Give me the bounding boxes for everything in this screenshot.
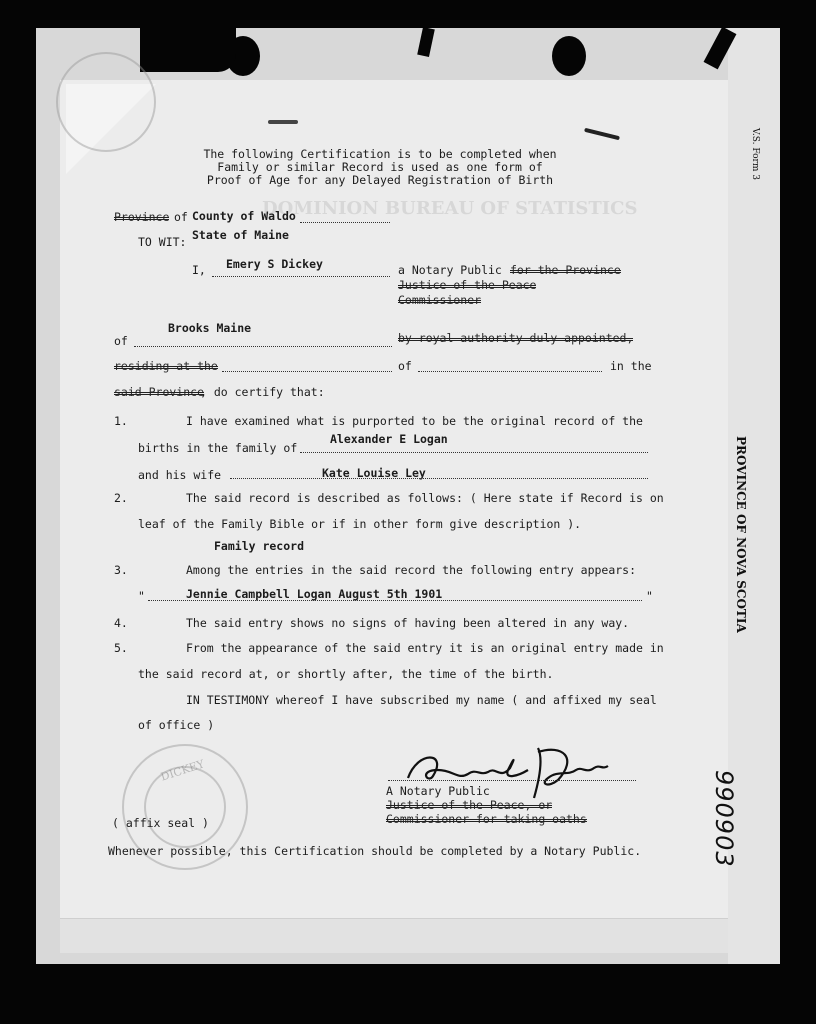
item-3-line-1: Among the entries in the said record the following entry appears:: [186, 563, 637, 577]
notary-name-value: Emery S Dickey: [226, 257, 323, 271]
i-label: I,: [192, 263, 206, 277]
in-the-label: in the: [610, 359, 652, 373]
place-value: Brooks Maine: [168, 321, 252, 335]
item-5-number: 5.: [114, 641, 128, 655]
entry-value: Jennie Campbell Logan August 5th 1901: [186, 587, 443, 601]
struck-justice: Justice of the Peace: [398, 278, 537, 292]
wife-dots: [230, 478, 648, 479]
of-label-3: of: [398, 359, 412, 373]
item-5-line-1: From the appearance of the said entry it is an original entry made in: [186, 641, 664, 655]
notary-public-label: A Notary Public: [386, 784, 490, 798]
item-2-number: 2.: [114, 491, 128, 505]
struck-province: Province: [114, 210, 170, 224]
footer-note: Whenever possible, this Certification should be completed by a Notary Public.: [108, 844, 642, 858]
struck-residing: residing at the: [114, 359, 218, 373]
struck-commissioner-2: Commissioner for taking oaths: [386, 812, 587, 826]
item-1-line-3: and his wife: [138, 468, 222, 482]
binder-hole-right: [552, 36, 586, 76]
item-4-number: 4.: [114, 616, 128, 630]
item-1-line-2: births in the family of: [138, 441, 298, 455]
do-certify: , do certify that:: [200, 385, 325, 399]
state-value: State of Maine: [192, 228, 289, 242]
bottom-paper-band: [60, 918, 728, 953]
file-number-stamp: 990903: [710, 770, 738, 868]
form-number: V.S. Form 3: [750, 128, 760, 180]
quote-open: ": [138, 589, 145, 603]
notary-role: a Notary Public: [398, 263, 502, 277]
embossed-seal-top: [56, 52, 156, 152]
of-label: of: [174, 210, 188, 224]
county-value: County of Waldo: [192, 209, 296, 223]
notary-seal-inner-ring: [144, 766, 226, 848]
item-3-number: 3.: [114, 563, 128, 577]
father-value: Alexander E Logan: [330, 432, 448, 446]
item-1-number: 1.: [114, 414, 128, 428]
header-line-3: Proof of Age for any Delayed Registration of Birth: [206, 173, 554, 187]
notary-name-dots: [212, 276, 390, 277]
item-4-line-1: The said entry shows no signs of having been altered in any way.: [186, 616, 630, 630]
father-dots: [300, 452, 648, 453]
header-line-1: The following Certification is to be completed when: [203, 147, 557, 161]
testimony-line-1: IN TESTIMONY whereof I have subscribed my name ( and affixed my seal: [186, 693, 657, 707]
header-line-2: Family or similar Record is used as one form of: [217, 160, 543, 174]
item-2-line-2: leaf of the Family Bible or if in other form give description ).: [138, 517, 582, 531]
of-label-2: of: [114, 334, 128, 348]
entry-dots: [148, 600, 642, 601]
county-dots: [300, 222, 390, 223]
pen-mark-1: [268, 120, 298, 124]
struck-for-province: for the Province: [510, 263, 621, 277]
testimony-line-2: of office ): [138, 718, 215, 732]
to-wit-label: TO WIT:: [138, 235, 187, 249]
affix-seal-label: ( affix seal ): [112, 816, 209, 830]
place-dots: [134, 346, 392, 347]
item-5-line-2: the said record at, or shortly after, the time of the birth.: [138, 667, 554, 681]
province-label: PROVINCE OF NOVA SCOTIA: [734, 436, 748, 633]
struck-said-province: said Province: [114, 385, 205, 399]
signature-dots: [388, 780, 636, 781]
item-2-line-1: The said record is described as follows: ( Here state if Record is on: [186, 491, 664, 505]
struck-commissioner: Commissioner: [398, 293, 482, 307]
record-description-value: Family record: [214, 539, 305, 553]
seal-text: DICKEY: [159, 757, 206, 784]
struck-authority: by royal authority duly appointed,: [398, 331, 634, 345]
quote-close: ": [646, 589, 653, 603]
residing-dots: [222, 371, 392, 372]
item-1-line-1: I have examined what is purported to be the original record of the: [186, 414, 643, 428]
wife-value: Kate Louise Ley: [322, 466, 426, 480]
residing-of-dots: [418, 371, 602, 372]
struck-justice-2: Justice of the Peace, or: [386, 798, 553, 812]
ghost-watermark-text: DOMINION BUREAU OF STATISTICS: [262, 198, 638, 219]
paper-tear-left: [140, 28, 236, 72]
